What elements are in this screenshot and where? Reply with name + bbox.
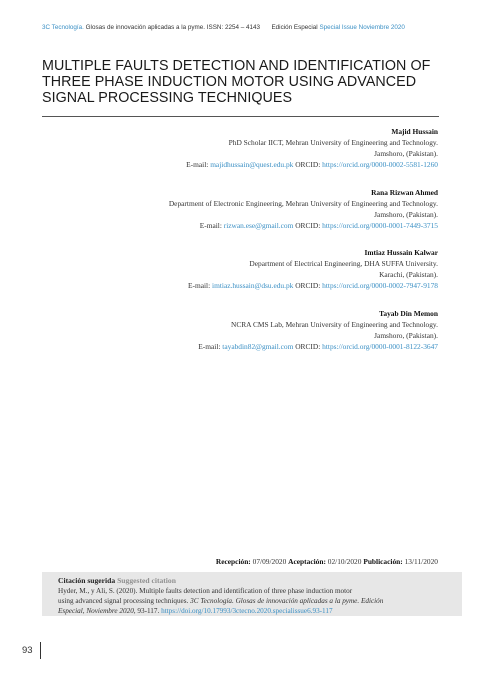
accepted-label: Aceptación:: [288, 557, 326, 566]
title-line: SIGNAL PROCESSING TECHNIQUES: [42, 90, 293, 106]
journal-description: Glosas de innovación aplicadas a la pyme. ISSN: 2254 – 4143: [85, 24, 260, 31]
author-contact: E-mail: majidhussain@quest.edu.pk ORCID: https://orcid.org/0000-0002-5581-1260: [186, 160, 438, 169]
author-location: Jamshoro, (Pakistan).: [374, 331, 438, 340]
orcid-link[interactable]: https://orcid.org/0000-0002-5581-1260: [322, 160, 438, 169]
title-divider: [42, 116, 439, 117]
page-number: 93: [22, 645, 33, 656]
orcid-link[interactable]: https://orcid.org/0000-0002-7947-9178: [322, 281, 438, 290]
citation-line: Hyder, M., y Ali, S. (2020). Multiple faults detection and identification of three phase induction motor: [58, 587, 353, 595]
email-link[interactable]: rizwan.ese@gmail.com: [223, 221, 294, 230]
paper-title: [42, 58, 442, 106]
suggested-citation-box: [42, 572, 462, 616]
orcid-link[interactable]: https://orcid.org/0000-0001-8122-3647: [322, 342, 438, 351]
author-block-1: [186, 126, 438, 170]
author-affiliation: PhD Scholar IICT, Mehran University of Engineering and Technology.: [228, 138, 438, 147]
author-affiliation: NCRA CMS Lab, Mehran University of Engineering and Technology.: [230, 320, 438, 329]
email-link[interactable]: tayabdin82@gmail.com: [222, 342, 294, 351]
author-contact: E-mail: rizwan.ese@gmail.com ORCID: https://orcid.org/0000-0001-7449-3715: [199, 221, 438, 230]
citation-heading: Citación sugerida Suggested citation: [58, 576, 176, 585]
citation-line: Especial, Noviembre 2020, 93-117. https://doi.org/10.17993/3ctecno.2020.specialissue6.93-117: [58, 607, 333, 615]
author-affiliation: Department of Electronic Engineering, Mehran University of Engineering and Technology.: [168, 199, 438, 208]
edition-en: Special Issue: [319, 24, 357, 31]
author-contact: E-mail: tayabdin82@gmail.com ORCID: https://orcid.org/0000-0001-8122-3647: [198, 342, 438, 351]
author-name: Rana Rizwan Ahmed: [371, 188, 438, 197]
accepted-date: 02/10/2020: [327, 557, 362, 566]
author-name: Majid Hussain: [391, 127, 438, 136]
email-link[interactable]: majidhussain@quest.edu.pk: [210, 160, 294, 169]
received-date: 07/09/2020: [252, 557, 287, 566]
author-location: Jamshoro, (Pakistan).: [374, 210, 438, 219]
author-block-2: [169, 187, 438, 231]
email-link[interactable]: imtiaz.hussain@dsu.edu.pk: [212, 281, 294, 290]
author-contact: E-mail: imtiaz.hussain@dsu.edu.pk ORCID: https://orcid.org/0000-0002-7947-9178: [188, 281, 438, 290]
author-location: Jamshoro, (Pakistan).: [374, 149, 438, 158]
doi-link[interactable]: https://doi.org/10.17993/3ctecno.2020.specialissue6.93-117: [161, 607, 333, 615]
author-location: Karachi, (Pakistan).: [379, 270, 438, 279]
title-line: THREE PHASE INDUCTION MOTOR USING ADVANCED: [42, 74, 417, 90]
author-name: Imtiaz Hussain Kalwar: [364, 248, 438, 257]
orcid-link[interactable]: https://orcid.org/0000-0001-7449-3715: [322, 221, 438, 230]
received-label: Recepción:: [215, 557, 251, 566]
published-date: 13/11/2020: [404, 557, 438, 566]
page-number-bar: [40, 642, 41, 659]
published-label: Publicación:: [363, 557, 403, 566]
author-block-4: [198, 308, 438, 352]
journal-name: 3C Tecnología.: [42, 24, 84, 31]
citation-line: using advanced signal processing techniques. 3C Tecnología. Glosas de innovación aplicadas a la pyme. Edición: [58, 597, 384, 605]
title-line: MULTIPLE FAULTS DETECTION AND IDENTIFICATION OF: [42, 58, 431, 74]
submission-dates: [216, 557, 438, 566]
author-block-3: [188, 247, 438, 291]
journal-header: [42, 24, 442, 31]
author-name: Tayab Din Memon: [379, 309, 438, 318]
edition-es: Edición Especial: [271, 24, 318, 31]
edition-date: Noviembre 2020: [358, 24, 405, 31]
author-affiliation: Department of Electrical Engineering, DHA SUFFA University.: [249, 259, 438, 268]
